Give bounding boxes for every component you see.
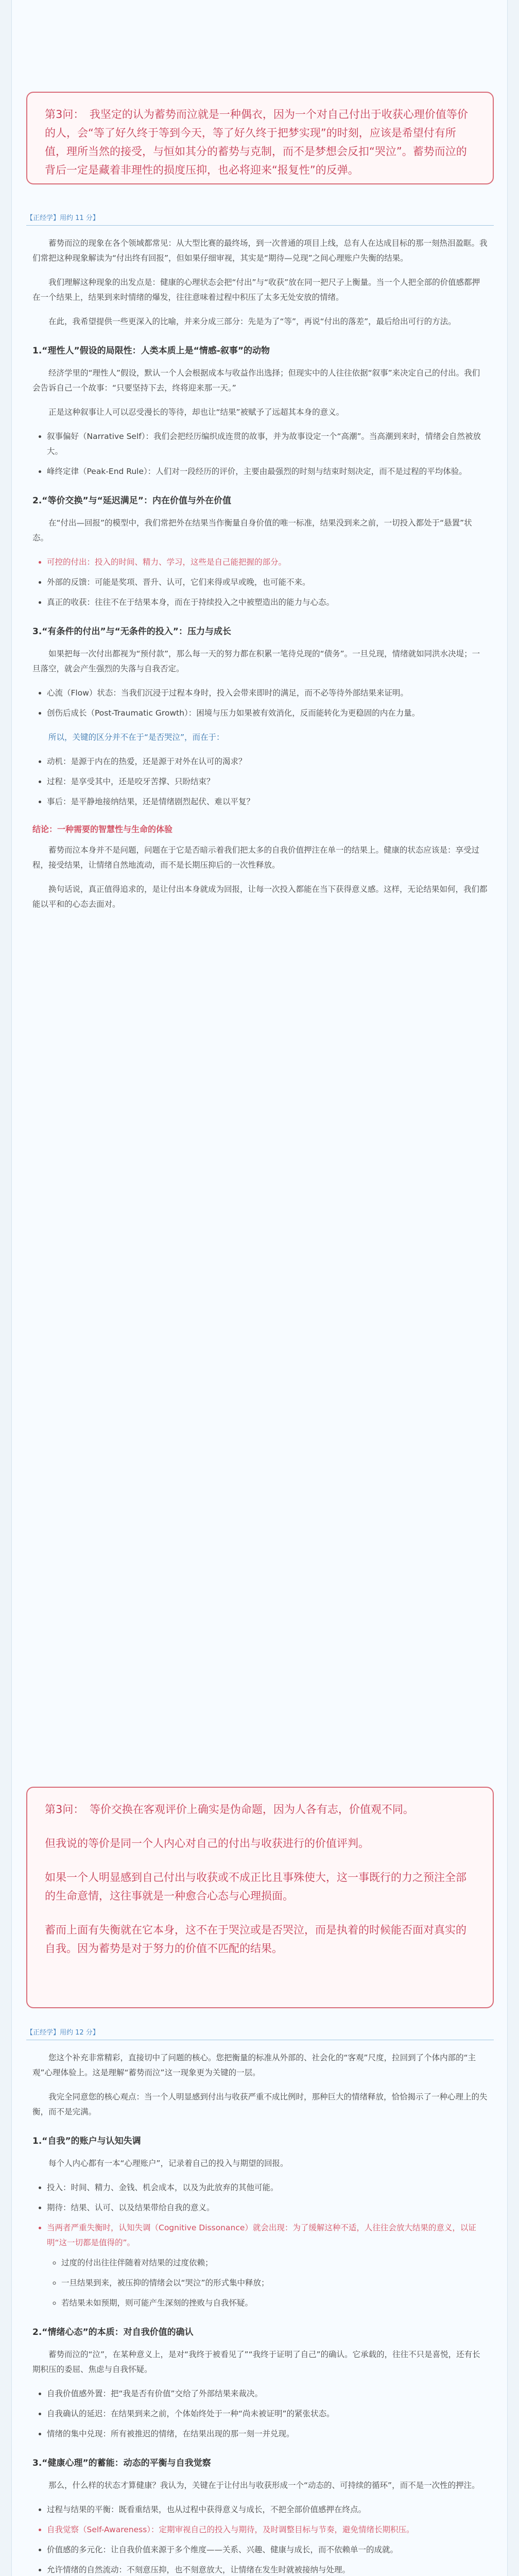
- section-paragraph: 经济学里的“理性人”假设，默认一个人会根据成本与收益作出选择；但现实中的人往往依据“叙事”来决定自己的付出。我们会告诉自己一个故事：“只要坚持下去，终将迎来那一天。”: [32, 368, 480, 393]
- list-sub-item: ◦ 过度的付出往往伴随着对结果的过度依赖；: [61, 2256, 488, 2270]
- question-text-2-p1: 第3问： 等价交换在客观评价上确实是伪命题，因为人各有志，价值观不同。: [45, 1803, 414, 1816]
- bullet-list: [32, 754, 488, 809]
- section-paragraph: 在“付出—回报”的模型中，我们常把外在结果当作衡量自身价值的唯一标准，结果没到来之前，一切投入都处于“悬置”状态。: [32, 518, 472, 543]
- answer-tag-1[interactable]: 【正经学】用约 11 分】: [26, 214, 99, 222]
- bullet-list: [32, 2386, 488, 2442]
- summary-heading: 结论：一种需要的智慧性与生命的体验: [32, 824, 173, 834]
- list-item: • 自我觉察（Self-Awareness）：定期审视自己的投入与期待，及时调整目标与节奏，避免情绪长期积压。: [47, 2522, 488, 2537]
- quote-line: 所以，关键的区分并不在于“是否哭泣”，而在于：: [48, 733, 224, 742]
- section-heading: 2.“等价交换”与“延迟满足”：内在价值与外在价值: [32, 496, 231, 506]
- section-heading: 3.“健康心理”的蓄能：动态的平衡与自我觉察: [32, 2458, 211, 2468]
- question-text-2-p3: 如果一个人明显感到自己付出与收获或不成正比且事殊使大，这一事既行的力之预注全部的生命意情，这往事就是一种愈合心态与心理损面。: [45, 1871, 466, 1902]
- list-item: • 峰终定律（Peak-End Rule）：人们对一段经历的评价，主要由最强烈的时刻与结束时刻决定，而不是过程的平均体验。: [47, 464, 488, 479]
- section-heading: 2.“情绪心态”的本质：对自我价值的确认: [32, 2327, 194, 2337]
- section-paragraph: 蓄势而泣的“泣”，在某种意义上，是对“我终于被看见了”“我终于证明了自己”的确认。它承载的，往往不只是喜悦，还有长期积压的委屈、焦虑与自我怀疑。: [32, 2350, 480, 2374]
- list-item: • 动机：是源于内在的热爱，还是源于对外在认可的渴求？: [47, 754, 488, 769]
- bullet-list: [32, 2180, 488, 2311]
- list-item: • 叙事偏好（Narrative Self）：我们会把经历编织成连贯的故事，并为故事设定一个“高潮”。当高潮到来时，情绪会自然被放大。: [47, 429, 488, 459]
- section-paragraph: 如果把每一次付出都视为“预付款”，那么每一天的努力都在积累一笔待兑现的“债务”。一旦兑现，情绪就如同洪水决堤；一旦落空，就会产生强烈的失落与自我否定。: [32, 649, 480, 673]
- answer-header-2: [26, 2028, 494, 2040]
- question-text-2-p4: 蓄而上面有失衡就在它本身，这不在于哭泣或是否哭泣，而是执着的时候能否面对真实的自我。因为蓄势是对于努力的价值不匹配的结果。: [45, 1924, 466, 1955]
- intro-paragraph: 蓄势而泣的现象在各个领域都常见：从大型比赛的最终场，到一次普通的项目上线，总有人在达成目标的那一刻热泪盈眶。我们常把这种现象解读为“付出终有回报”，但如果仔细审视，其实是“期待—兑现”之间心理账户失衡的结果。: [32, 239, 488, 263]
- intro-paragraph: 我完全同意您的核心观点：当一个人明显感到付出与收获严重不成比例时，那种巨大的情绪释放，恰恰揭示了一种心理上的失衡，而不是完满。: [32, 2092, 488, 2116]
- list-item: • 价值感的多元化：让自我价值来源于多个维度——关系、兴趣、健康与成长，而不依赖单一的成就。: [47, 2543, 488, 2557]
- list-item: • 自我确认的延迟：在结果到来之前，个体始终处于一种“尚未被证明”的紧张状态。: [47, 2406, 488, 2421]
- list-sub-item: ◦ 若结果未如预期，则可能产生深刻的挫败与自我怀疑。: [61, 2296, 488, 2311]
- list-item: • 投入：时间、精力、金钱、机会成本，以及为此放弃的其他可能。: [47, 2180, 488, 2195]
- section-heading: 1.“理性人”假设的局限性：人类本质上是“情感-叙事”的动物: [32, 346, 270, 356]
- list-item: • 心流（Flow）状态：当我们沉浸于过程本身时，投入会带来即时的满足，而不必等待外部结果来证明。: [47, 686, 488, 701]
- list-item: • 过程与结果的平衡：既看重结果，也从过程中获得意义与成长，不把全部价值感押在终点。: [47, 2502, 488, 2517]
- question-callout-2: [26, 1787, 494, 2008]
- question-callout-1: [26, 92, 494, 184]
- summary-paragraph: 蓄势而泣本身并不是问题，问题在于它是否暗示着我们把太多的自我价值押注在单一的结果上。健康的状态应该是：享受过程，接受结果，让情绪自然地流动，而不是长期压抑后的一次性释放。: [32, 845, 480, 870]
- question-text-2-p2: 但我说的等价是同一个人内心对自己的付出与收获进行的价值评判。: [45, 1837, 369, 1850]
- list-item: • 允许情绪的自然流动：不刻意压抑，也不刻意放大，让情绪在发生时就被接纳与处理。: [47, 2563, 488, 2576]
- answer-tag-2[interactable]: 【正经学】用约 12 分】: [26, 2029, 99, 2037]
- answer-article-2: [32, 2050, 488, 2576]
- bullet-list: [32, 429, 488, 479]
- list-item: • 真正的收获：往往不在于结果本身，而在于持续投入之中被塑造出的能力与心态。: [47, 595, 488, 610]
- section-heading: 3.“有条件的付出”与“无条件的投入”：压力与成长: [32, 626, 231, 637]
- section-paragraph: 那么，什么样的状态才算健康？我认为，关键在于让付出与收获形成一个“动态的、可持续的循环”，而不是一次性的押注。: [48, 2481, 480, 2490]
- list-item: • 外部的反馈：可能是奖项、晋升、认可，它们来得或早或晚，也可能不来。: [47, 575, 488, 590]
- intro-paragraph: 您这个补充非常精彩，直接切中了问题的核心。您把衡量的标准从外部的、社会化的“客观”尺度，拉回到了个体内部的“主观”心理体验上。这是理解“蓄势而泣”这一现象更为关键的一层。: [32, 2053, 476, 2077]
- list-item: • 过程：是享受其中，还是咬牙苦撑、只盼结束？: [47, 774, 488, 789]
- list-item: • 情绪的集中兑现：所有被推迟的情绪，在结果出现的那一刻一并兑现。: [47, 2427, 488, 2442]
- intro-paragraph: 在此，我希望提供一些更深入的比喻，并来分成三部分：先是为了“等”，再说“付出的落差”，最后给出可行的方法。: [48, 317, 456, 326]
- section-paragraph: 每个人内心都有一本“心理账户”，记录着自己的投入与期望的回报。: [48, 2159, 288, 2168]
- list-item: • 可控的付出：投入的时间、精力、学习，这些是自己能把握的部分。: [47, 555, 488, 570]
- list-item: • 创伤后成长（Post-Traumatic Growth）：困境与压力如果被有效消化，反而能转化为更稳固的内在力量。: [47, 706, 488, 721]
- list-item: • 期待：结果、认可、以及结果带给自我的意义。: [47, 2200, 488, 2215]
- bullet-list: [32, 555, 488, 610]
- intro-paragraph: 我们理解这种现象的出发点是：健康的心理状态会把“付出”与“收获”放在同一把尺子上衡量。当一个人把全部的价值感都押在一个结果上，结果到来时情绪的爆发，往往意味着过程中积压了太多无处安放的情绪。: [32, 278, 480, 302]
- section-paragraph: 正是这种叙事让人可以忍受漫长的等待，却也让“结果”被赋予了远超其本身的意义。: [48, 408, 344, 417]
- question-text-1: 第3问： 我坚定的认为蓄势而泣就是一种偶衣，因为一个对自己付出于收获心理价值等价的人，会“等了好久终于等到今天，等了好久终于把梦实现”的时刻，应该是希望付有所值，理所当然的接受，与恒如其分的蓄势与克制，而不是梦想会反扣“哭泣”。蓄势而泣的背后一定是藏着非理性的损度压抑，也必将迎来“报复性”的反弹。: [45, 108, 468, 176]
- list-item: • 自我价值感外置：把“我是否有价值”交给了外部结果来裁决。: [47, 2386, 488, 2401]
- answer-article-1: [32, 236, 488, 921]
- summary-paragraph: 换句话说，真正值得追求的，是让付出本身就成为回报，让每一次投入都能在当下获得意义感。这样，无论结果如何，我们都能以平和的心态去面对。: [32, 885, 488, 909]
- page: [11, 0, 508, 2576]
- list-item: • 当两者严重失衡时，认知失调（Cognitive Dissonance）就会出现：为了缓解这种不适，人往往会放大结果的意义，以证明“这一切都是值得的”。: [47, 2221, 488, 2250]
- list-item: • 事后：是平静地接纳结果，还是情绪剧烈起伏、难以平复？: [47, 794, 488, 809]
- bullet-list: [32, 2502, 488, 2576]
- list-sub-item: ◦ 一旦结果到来，被压抑的情绪会以“哭泣”的形式集中释放；: [61, 2276, 488, 2291]
- section-heading: 1.“自我”的账户与认知失调: [32, 2136, 141, 2146]
- answer-header-1: [26, 213, 494, 226]
- bullet-list: [32, 686, 488, 721]
